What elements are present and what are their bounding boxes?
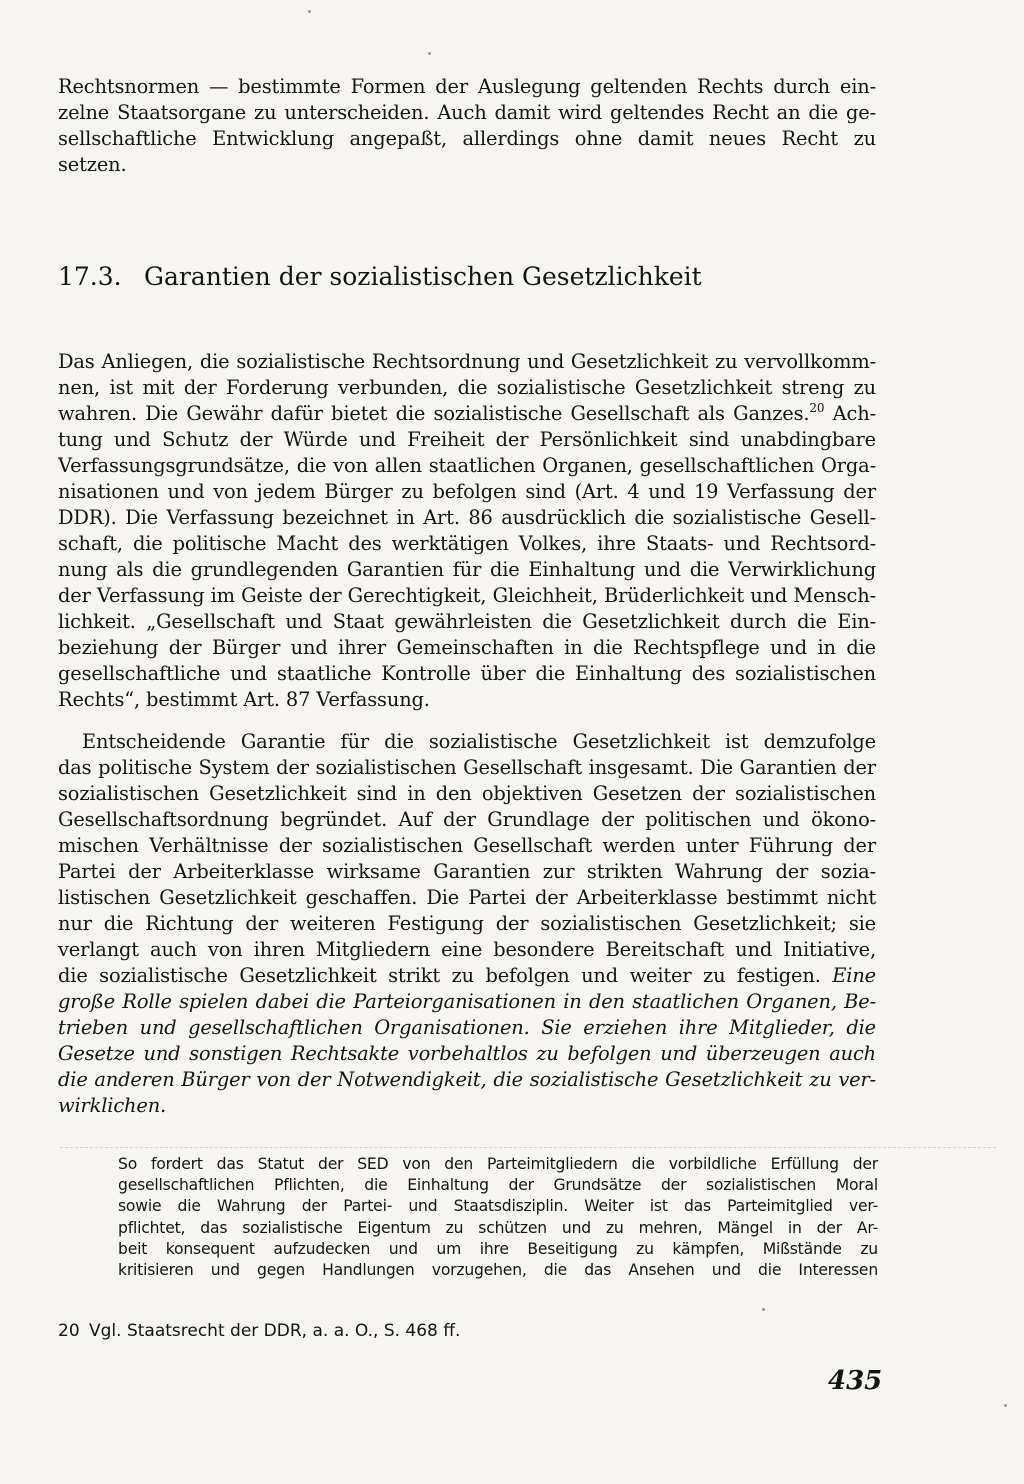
text-segment: wahren. Die Gewähr dafür bietet die sozialistische Gesellschaft als Ganzes. bbox=[58, 402, 810, 425]
text-line: pflichtet, das sozialistische Eigentum zu schützen und zu mehren, Mängel in der Ar- bbox=[118, 1218, 878, 1237]
italic-line: wirklichen. bbox=[58, 1094, 167, 1117]
text-line: So fordert das Statut der SED von den Parteimitgliedern die vorbildliche Erfüllung der bbox=[118, 1155, 878, 1173]
section-title: Garantien der sozialistischen Gesetzlichkeit bbox=[144, 262, 702, 291]
text-line: sowie die Wahrung der Partei- und Staatsdisziplin. Weiter ist das Parteimitglied ver- bbox=[118, 1197, 878, 1216]
footnote-text: Vgl. Staatsrecht der DDR, a. a. O., S. 468 ff. bbox=[89, 1321, 461, 1341]
italic-line: große Rolle spielen dabei die Parteiorganisationen in den staatlichen Organen, Be- bbox=[58, 990, 876, 1013]
scan-speck bbox=[762, 1308, 765, 1311]
text-line bbox=[58, 963, 876, 989]
text-line: Gesellschaftsordnung begründet. Auf der Grundlage der politischen und ökono- bbox=[58, 808, 876, 831]
small-print-block bbox=[118, 1154, 878, 1281]
text-line: lichkeit. „Gesellschaft und Staat gewährleisten die Gesetzlichkeit durch die Ein- bbox=[58, 610, 876, 633]
italic-line: die anderen Bürger von der Notwendigkeit, die sozialistische Gesetzlichkeit zu ver- bbox=[58, 1068, 876, 1091]
footnote bbox=[58, 1321, 460, 1341]
text-line: sellschaftliche Entwicklung angepaßt, allerdings ohne damit neues Recht zu bbox=[58, 127, 876, 150]
text-line: setzen. bbox=[58, 153, 127, 176]
text-line: nisationen und von jedem Bürger zu befolgen sind (Art. 4 und 19 Verfassung der bbox=[58, 480, 876, 503]
text-line: verlangt auch von ihren Mitgliedern eine besondere Bereitschaft und Initiative, bbox=[58, 938, 876, 961]
page-number: 435 bbox=[828, 1366, 883, 1396]
section-heading bbox=[58, 262, 702, 291]
text-line: listischen Gesetzlichkeit geschaffen. Die Partei der Arbeiterklasse bestimmt nicht bbox=[58, 886, 876, 909]
text-line: Das Anliegen, die sozialistische Rechtsordnung und Gesetzlichkeit zu vervollkomm- bbox=[58, 350, 876, 373]
text-line: schaft, die politische Macht des werktätigen Volkes, ihre Staats- und Rechtsord- bbox=[58, 532, 876, 555]
text-line: DDR). Die Verfassung bezeichnet in Art. 86 ausdrücklich die sozialistische Gesell- bbox=[58, 506, 876, 529]
italic-segment: Eine bbox=[820, 964, 876, 987]
text-line: Rechts“, bestimmt Art. 87 Verfassung. bbox=[58, 688, 430, 711]
text-line: Rechtsnormen — bestimmte Formen der Auslegung geltenden Rechts durch ein- bbox=[58, 75, 876, 98]
top-paragraph bbox=[58, 74, 876, 178]
paragraph-2 bbox=[58, 729, 876, 1119]
scan-divider bbox=[60, 1147, 996, 1148]
text-line: das politische System der sozialistischen Gesellschaft insgesamt. Die Garantien der bbox=[58, 756, 876, 779]
text-line: zelne Staatsorgane zu unterscheiden. Auch damit wird geltendes Recht an die ge- bbox=[58, 101, 876, 124]
text-line: sozialistischen Gesetzlichkeit sind in den objektiven Gesetzen der sozialistischen bbox=[58, 782, 876, 805]
footnote-number: 20 bbox=[58, 1321, 80, 1341]
scan-speck bbox=[1004, 1404, 1007, 1407]
text-segment: Ach- bbox=[824, 402, 876, 425]
italic-line: trieben und gesellschaftlichen Organisationen. Sie erziehen ihre Mitglieder, die bbox=[58, 1016, 876, 1039]
text-line: nur die Richtung der weiteren Festigung der sozialistischen Gesetzlichkeit; sie bbox=[58, 912, 876, 935]
text-line: nung als die grundlegenden Garantien für die Einhaltung und die Verwirklichung bbox=[58, 558, 876, 581]
paragraph-1 bbox=[58, 349, 876, 713]
text-line: beit konsequent aufzudecken und um ihre Beseitigung zu kämpfen, Mißstände zu bbox=[118, 1239, 878, 1258]
scan-speck bbox=[308, 10, 311, 13]
text-line: Entscheidende Garantie für die sozialistische Gesetzlichkeit ist demzufolge bbox=[82, 730, 876, 753]
section-number: 17.3. bbox=[58, 262, 122, 291]
italic-line: Gesetze und sonstigen Rechtsakte vorbehaltlos zu befolgen und überzeugen auch bbox=[58, 1042, 876, 1065]
text-line: Verfassungsgrundsätze, die von allen staatlichen Organen, gesellschaftlichen Orga- bbox=[58, 454, 876, 477]
text-line: der Verfassung im Geiste der Gerechtigkeit, Gleichheit, Brüderlichkeit und Mensch- bbox=[58, 584, 876, 607]
scan-speck bbox=[428, 52, 431, 55]
text-line: gesellschaftliche und staatliche Kontrolle über die Einhaltung des sozialistischen bbox=[58, 662, 876, 685]
text-line: Partei der Arbeiterklasse wirksame Garantien zur strikten Wahrung der sozia- bbox=[58, 860, 876, 883]
text-line: nen, ist mit der Forderung verbunden, die sozialistische Gesetzlichkeit streng zu bbox=[58, 376, 876, 399]
text-line: kritisieren und gegen Handlungen vorzugehen, die das Ansehen und die Interessen bbox=[118, 1260, 878, 1279]
text-line bbox=[58, 401, 876, 427]
footnote-reference: 20 bbox=[809, 401, 825, 415]
text-line: tung und Schutz der Würde und Freiheit der Persönlichkeit sind unabdingbare bbox=[58, 428, 876, 451]
text-segment: die sozialistische Gesetzlichkeit strikt zu befolgen und weiter zu festigen. bbox=[58, 964, 821, 987]
text-line: gesellschaftlichen Pflichten, die Einhaltung der Grundsätze der sozialistischen Moral bbox=[118, 1176, 878, 1195]
text-line: mischen Verhältnisse der sozialistischen Gesellschaft werden unter Führung der bbox=[58, 834, 876, 857]
text-line: beziehung der Bürger und ihrer Gemeinschaften in die Rechtspflege und in die bbox=[58, 636, 876, 659]
